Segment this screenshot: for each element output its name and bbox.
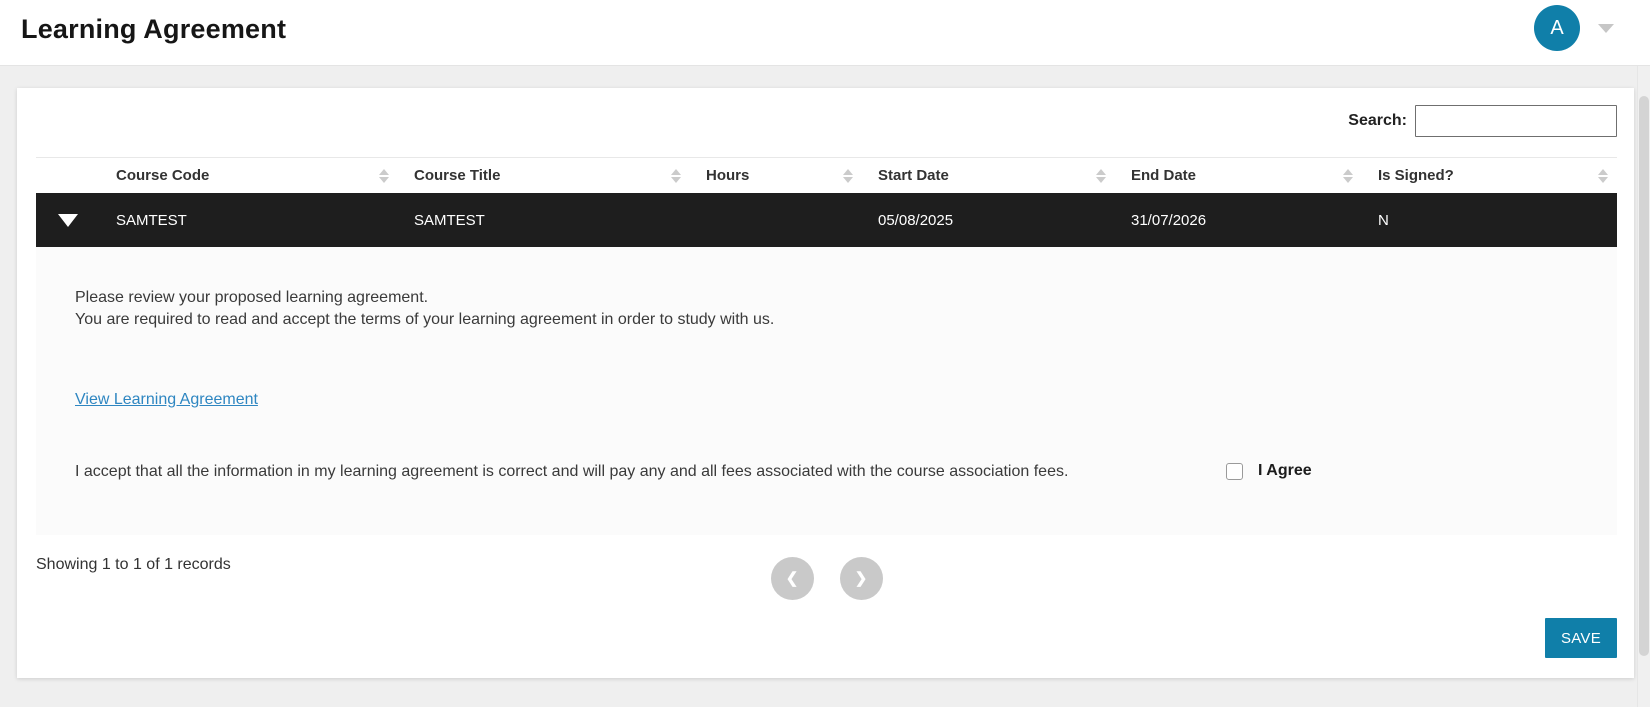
avatar-initial: A xyxy=(1550,16,1564,39)
i-agree-checkbox[interactable] xyxy=(1226,463,1243,480)
pagination-next-button[interactable] xyxy=(840,557,883,600)
search-bar xyxy=(1348,105,1617,137)
records-summary: Showing 1 to 1 of 1 records xyxy=(36,556,231,573)
acceptance-statement: I accept that all the information in my learning agreement is correct and will pay any and all fees associated with the course association fees. xyxy=(75,463,1069,480)
review-message-line2: You are required to read and accept the terms of your learning agreement in order to study with us. xyxy=(75,311,775,328)
agree-control xyxy=(1226,462,1312,480)
expand-row-button[interactable] xyxy=(36,214,100,227)
pagination xyxy=(36,556,1617,600)
pagination-prev-button[interactable] xyxy=(771,557,814,600)
sort-icon[interactable] xyxy=(379,169,389,183)
save-button[interactable]: SAVE xyxy=(1545,618,1617,658)
table-header-row xyxy=(36,157,1617,193)
sort-icon[interactable] xyxy=(843,169,853,183)
view-learning-agreement-link[interactable]: View Learning Agreement xyxy=(75,391,258,408)
chevron-left-icon: ❮ xyxy=(785,569,799,587)
cell-is-signed: N xyxy=(1378,211,1389,229)
top-header xyxy=(0,0,1650,66)
expander-column-header xyxy=(36,158,100,193)
i-agree-label[interactable]: I Agree xyxy=(1258,462,1312,479)
cell-course-code: SAMTEST xyxy=(116,211,187,229)
content-card xyxy=(17,88,1634,678)
cell-end-date: 31/07/2026 xyxy=(1131,211,1207,229)
scrollbar-thumb[interactable] xyxy=(1639,96,1649,656)
sort-icon[interactable] xyxy=(1096,169,1106,183)
search-input[interactable] xyxy=(1415,105,1617,137)
review-message xyxy=(75,287,774,331)
column-header-end-date[interactable]: End Date xyxy=(1115,158,1362,193)
sort-icon[interactable] xyxy=(671,169,681,183)
column-header-course-code[interactable]: Course Code xyxy=(100,158,398,193)
column-header-course-title[interactable]: Course Title xyxy=(398,158,690,193)
expand-row-icon xyxy=(58,214,78,227)
cell-course-title: SAMTEST xyxy=(414,211,485,229)
cell-start-date: 05/08/2025 xyxy=(878,211,954,229)
sort-icon[interactable] xyxy=(1598,169,1608,183)
page-title: Learning Agreement xyxy=(21,14,287,44)
column-header-start-date[interactable]: Start Date xyxy=(862,158,1115,193)
user-menu-caret-icon[interactable] xyxy=(1598,24,1614,33)
search-label: Search: xyxy=(1348,112,1407,129)
sort-icon[interactable] xyxy=(1343,169,1353,183)
column-header-hours[interactable]: Hours xyxy=(690,158,862,193)
review-message-line1: Please review your proposed learning agreement. xyxy=(75,289,429,306)
user-avatar[interactable] xyxy=(1534,5,1580,51)
row-detail-panel xyxy=(36,247,1617,535)
column-header-is-signed[interactable]: Is Signed? xyxy=(1362,158,1617,193)
scrollbar[interactable] xyxy=(1637,66,1650,707)
table-row[interactable] xyxy=(36,193,1617,247)
chevron-right-icon: ❯ xyxy=(854,569,868,587)
